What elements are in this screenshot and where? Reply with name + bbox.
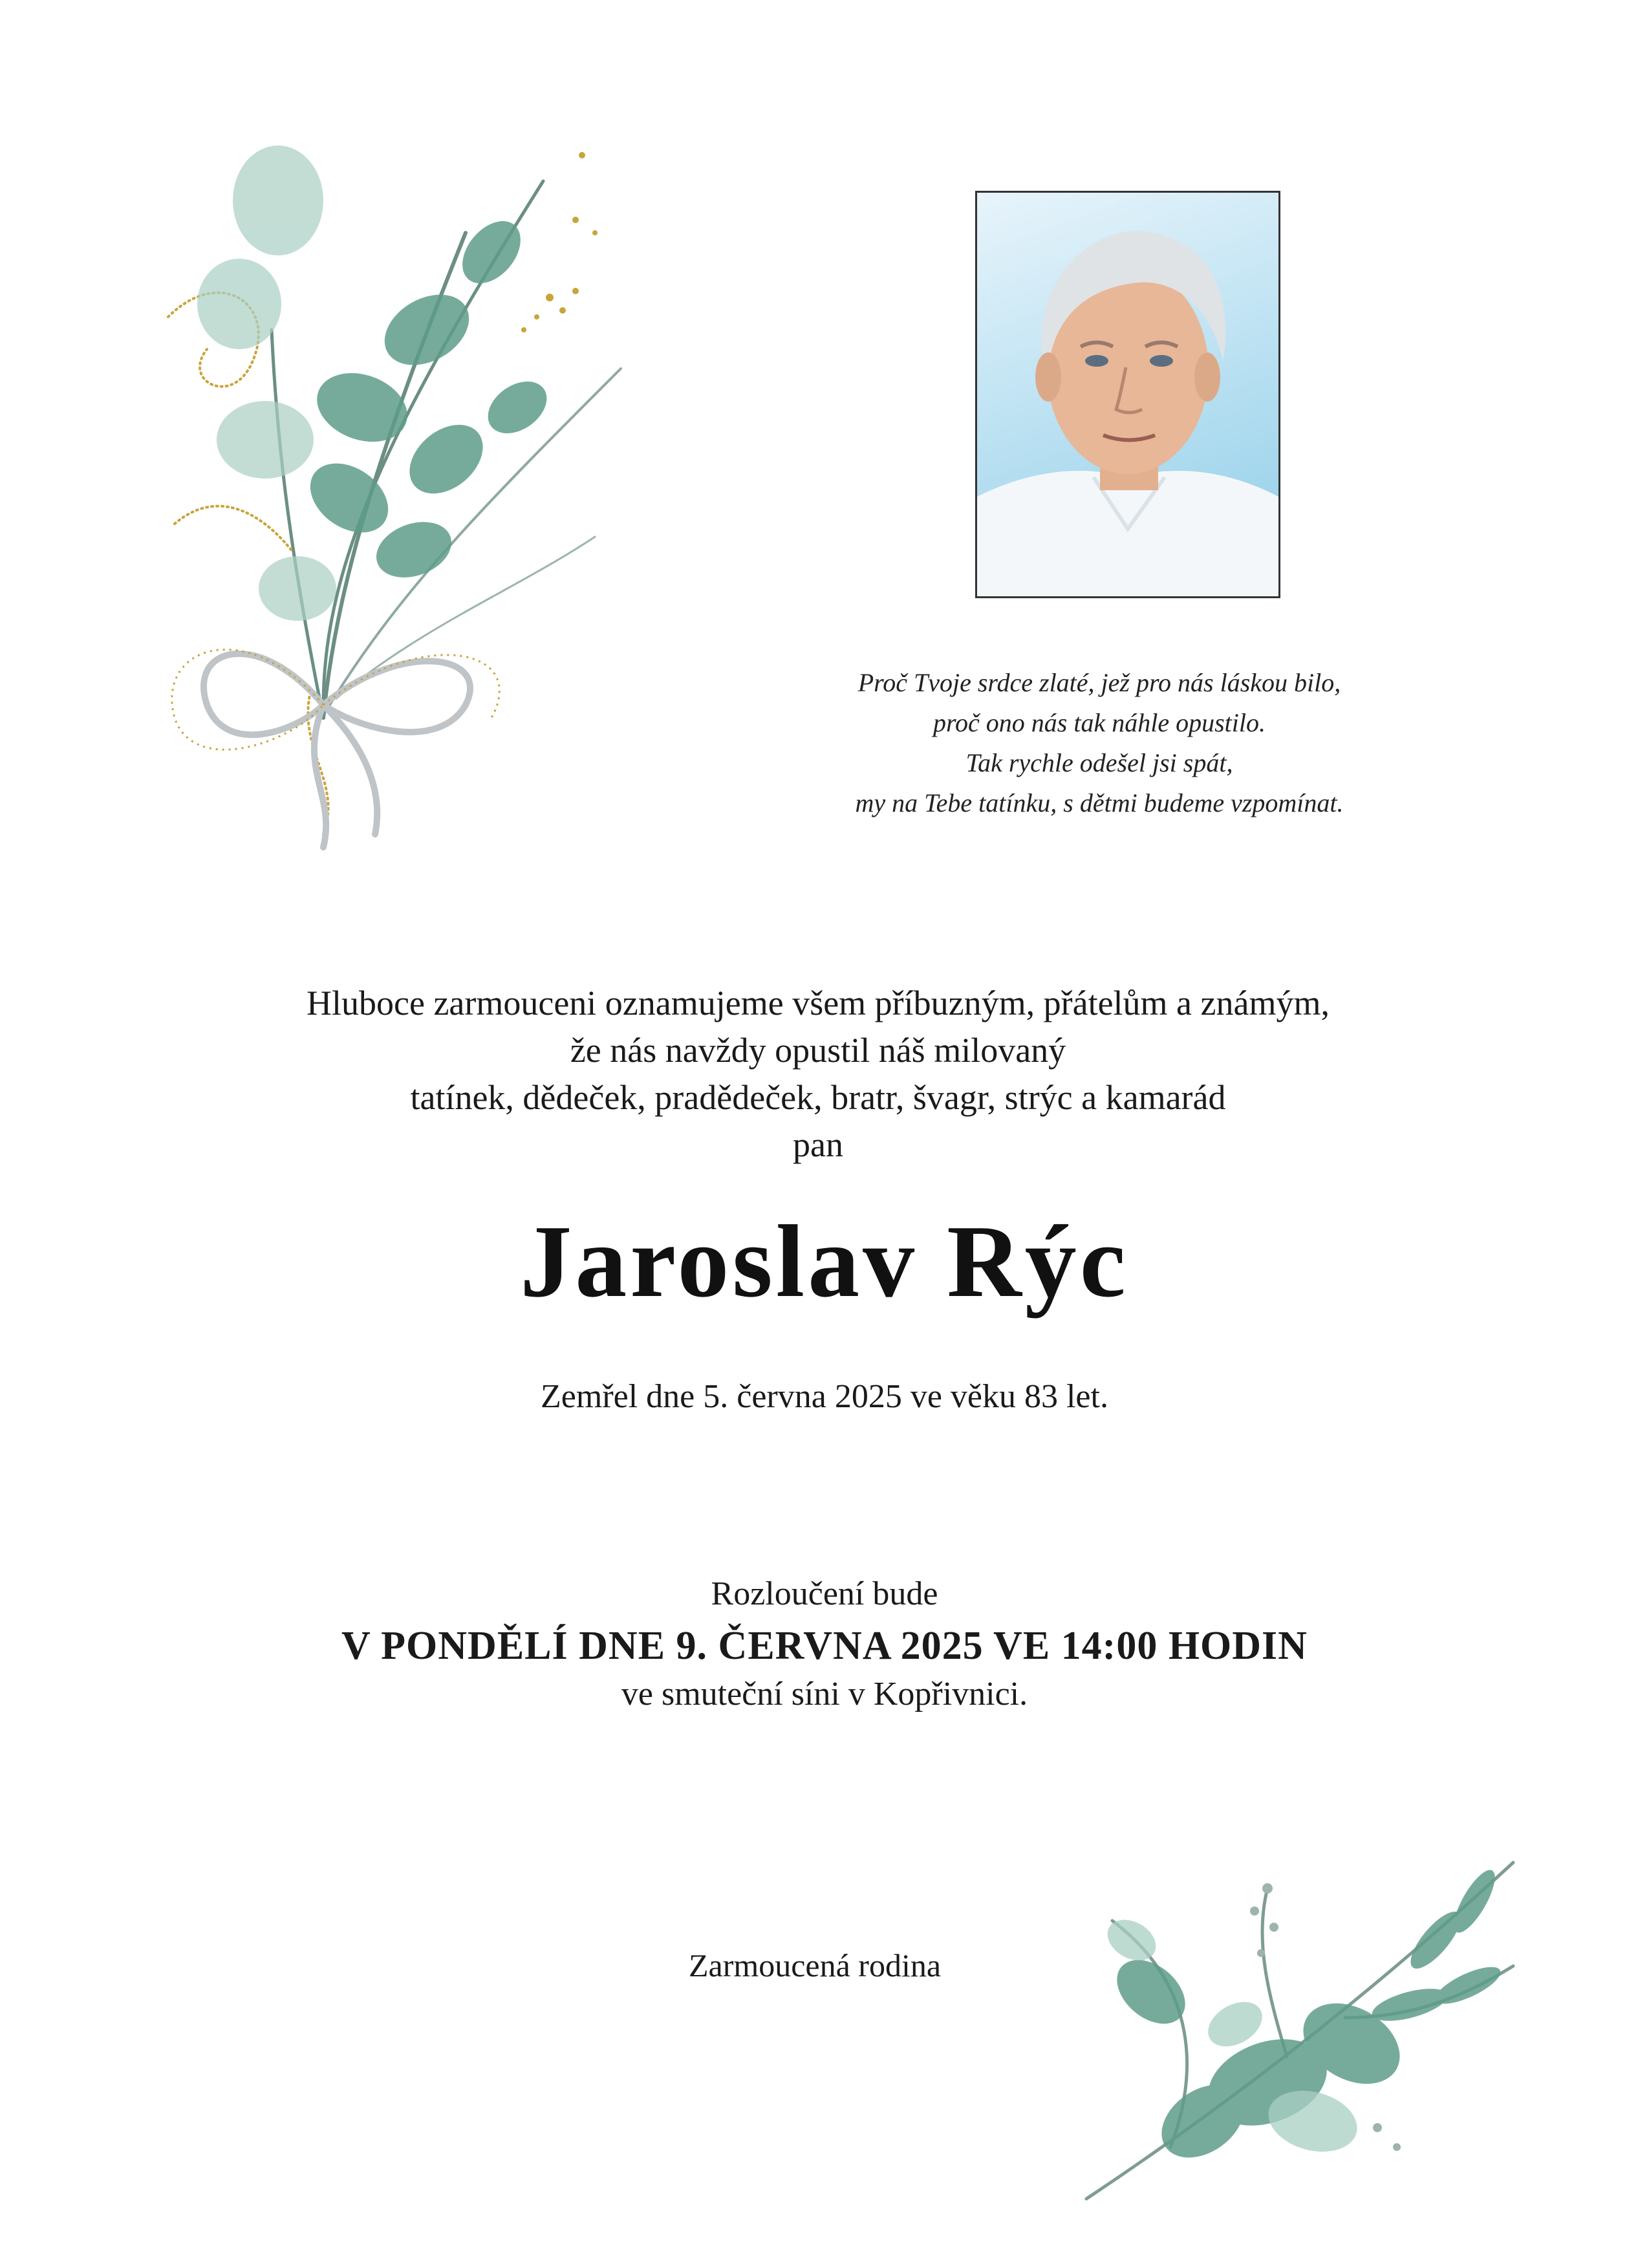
announcement-line: tatínek, dědeček, pradědeček, bratr, švagr, strýc a kamarád (410, 1078, 1226, 1117)
announcement-text (0, 980, 1643, 1169)
farewell-intro: Rozloučení bude (711, 1575, 938, 1612)
poem-line: Proč Tvoje srdce zlaté, jež pro nás láskou bilo, (857, 668, 1341, 697)
portrait-photo (975, 191, 1280, 598)
announcement-line: pan (793, 1125, 843, 1164)
farewell-datetime: V PONDĚLÍ DNE 9. ČERVNA 2025 VE 14:00 HODIN (341, 1624, 1308, 1668)
floral-sprig-decoration (1073, 1850, 1526, 2212)
poem-line: my na Tebe tatínku, s dětmi budeme vzpomínat. (855, 788, 1344, 817)
portrait-illustration (977, 193, 1278, 596)
farewell-place: ve smuteční síni v Kopřivnici. (621, 1676, 1028, 1712)
poem-line: Tak rychle odešel jsi spát, (965, 748, 1233, 777)
poem-line: proč ono nás tak náhle opustilo. (932, 708, 1266, 737)
deceased-name: Jaroslav Rýc (520, 1204, 1129, 1319)
family-signature: Zarmoucená rodina (688, 1947, 942, 1983)
floral-bouquet-decoration (129, 136, 660, 854)
announcement-line: Hluboce zarmouceni oznamujeme všem příbuzným, přátelům a známým, (307, 984, 1330, 1022)
announcement-line: že nás navždy opustil náš milovaný (570, 1031, 1066, 1070)
death-date-text: Zemřel dne 5. června 2025 ve věku 83 let. (541, 1378, 1108, 1415)
memorial-poem (776, 663, 1423, 823)
